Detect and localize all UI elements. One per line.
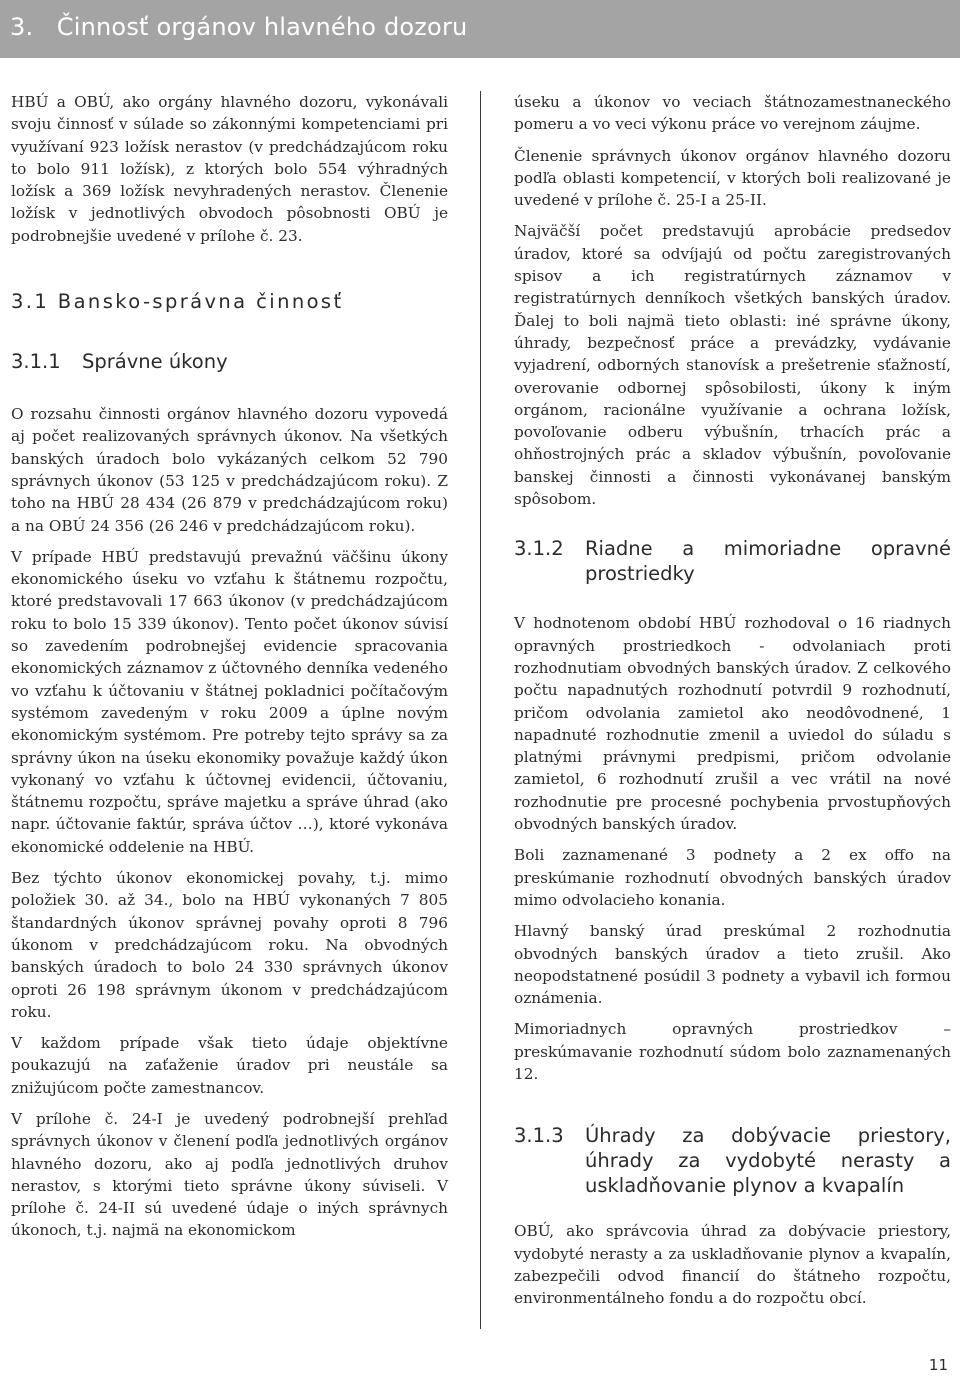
subsection-title: Správne úkony (82, 350, 228, 374)
paragraph: Najväčší počet predstavujú aprobácie predsedov úradov, ktoré sa odvíjajú od počtu zaregistrovaných spisov a ich registratúrnych záznamov v registratúrnych denníkoch všetkých banských úradov. Ďalej to boli najmä tieto oblasti: iné správne úkony, úhrady, bezpečnosť práce a prevádzky, vydávanie vyjadrení, odborných stanovísk a prešetrenie sťažností, overovanie odbornej spôsobilosti, úkony k iným orgánom, racionálne využívanie a ochrana ložísk, povoľovanie odberu výbušnín, trhacích prác a ohňostrojných prác a skladov výbušnín, povoľovanie banskej činnosti a činnosti vykonávanej banským spôsobom. (514, 222, 951, 509)
chapter-header-bar (0, 0, 960, 58)
paragraph: V prílohe č. 24-I je uvedený podrobnejší prehľad správnych úkonov v členení podľa jednotlivých orgánov hlavného dozoru, ako aj podľa jednotlivých druhov nerastov, s ktorými tieto správne úkony súviseli. V prílohe č. 24-II sú uvedené údaje o iných správnych úkonoch, t.j. najmä na ekonomickom (11, 1109, 448, 1240)
paragraph: OBÚ, ako správcovia úhrad za dobývacie priestory, vydobyté nerasty a za uskladňovanie plynov a kvapalín, zabezpečili odvod financií do štátneho rozpočtu, environmentálneho fondu a do rozpočtu obcí. (514, 1222, 951, 1308)
right-column (514, 91, 951, 1318)
subsection-number: 3.1.3 (514, 1124, 564, 1148)
subsection-number: 3.1.1 (11, 350, 61, 374)
paragraph: Hlavný banský úrad preskúmal 2 rozhodnutia obvodných banských úradov a tieto zrušil. Ako neopodstatnené posúdil 3 podnety a vybavil ich formou oznámenia. (514, 922, 951, 1008)
subsection-title: Riadne a mimoriadne opravné prostriedky (585, 537, 951, 586)
subsection-number: 3.1.2 (514, 537, 564, 561)
paragraph: úseku a úkonov vo veciach štátnozamestnaneckého pomeru a vo veci výkonu práce vo verejnom záujme. (514, 93, 951, 134)
left-column (11, 91, 448, 1251)
paragraph: Mimoriadnych opravných prostriedkov – preskúmavanie rozhodnutí súdom bolo zaznamenaných 12. (514, 1020, 951, 1083)
intro-paragraph: HBÚ a OBÚ, ako orgány hlavného dozoru, vykonávali svoju činnosť v súlade so zákonnými kompetenciami pri využívaní 923 ložísk nerastov (v predchádzajúcom roku to bolo 911 ložísk), z ktorých bolo 554 výhradných ložísk a 369 ložísk nevyhradených nerastov. Členenie ložísk v jednotlivých obvodoch pôsobnosti OBÚ je podrobnejšie uvedené v prílohe č. 23. (11, 93, 448, 245)
paragraph: O rozsahu činnosti orgánov hlavného dozoru vypovedá aj počet realizovaných správnych úkonov. Na všetkých banských úradoch bolo vykázaných celkom 52 790 správnych úkonov (53 125 v predchádzajúcom roku). Z toho na HBÚ 28 434 (26 879 v predchádzajúcom roku) a na OBÚ 24 356 (26 246 v predchádzajúcom roku). (11, 405, 448, 535)
subsection-title: Úhrady za dobývacie priestory, úhrady za vydobyté nerasty a uskladňovanie plynov a kvapalín (585, 1124, 951, 1198)
paragraph: V prípade HBÚ predstavujú prevažnú väčšinu úkony ekonomického úseku vo vzťahu k štátnemu rozpočtu, ktoré predstavovali 17 663 úkonov (v predchádzajúcom roku to bolo 15 339 úkonov). Tento počet úkonov súvisí so zavedením podrobnejšej evidencie spracovania ekonomických záznamov z účtovného denníka vedeného vo vzťahu k účtovaniu v štátnej pokladnici počítačovým systémom zavedeným v roku 2009 a úplne novým ekonomickým systémom. Pre potreby tejto správy sa za správny úkon na úseku ekonomiky považuje každý úkon vykonaný vo vzťahu k účtovnej evidencii, účtovaniu, štátnemu rozpočtu, správe majetku a správe úhrad (ako napr. účtovanie faktúr, správa účtov …), ktoré vykonáva ekonomické oddelenie na HBÚ. (11, 547, 448, 856)
chapter-title: 3. Činnosť orgánov hlavného dozoru (10, 13, 468, 41)
column-divider (480, 91, 481, 1329)
paragraph: Členenie správnych úkonov orgánov hlavného dozoru podľa oblasti kompetencií, v ktorých boli realizované je uvedené v prílohe č. 25-I a 25-II. (514, 146, 951, 210)
subsection-heading-3-1-2 (514, 536, 951, 586)
section-heading-3-1: 3.1 Bansko-správna činnosť (11, 290, 344, 314)
paragraph: V každom prípade však tieto údaje objektívne poukazujú na zaťaženie úradov pri neustále sa znižujúcom počte zamestnancov. (11, 1034, 448, 1097)
paragraph: V hodnotenom období HBÚ rozhodoval o 16 riadnych opravných prostriedkoch - odvolaniach proti rozhodnutiam obvodných banských úradov. Z celkového počtu napadnutých rozhodnutí potvrdil 9 rozhodnutí, pričom odvolania zamietol ako neodôvodnené, 1 napadnuté rozhodnutie zmenil a uviedol do súladu s platnými právnymi predpismi, pričom odvolanie zamietol, 6 rozhodnutí zrušil a vec vrátil na nové rozhodnutie pre procesné pochybenia prvostupňových obvodných banských úradov. (514, 614, 951, 834)
paragraph: Boli zaznamenané 3 podnety a 2 ex offo na preskúmanie rozhodnutí obvodných banských úradov mimo odvolacieho konania. (514, 846, 951, 909)
page-number: 11 (928, 1356, 948, 1374)
paragraph: Bez týchto úkonov ekonomickej povahy, t.j. mimo položiek 30. až 34., bolo na HBÚ vykonaných 7 805 štandardných úkonov správnej povahy oproti 8 796 úkonom v predchádzajúcom roku. Na obvodných banských úradoch to bolo 24 330 správnych úkonov oproti 26 198 správnym úkonom v predchádzajúcom roku. (11, 869, 448, 1021)
subsection-heading-3-1-3 (514, 1123, 951, 1198)
subsection-heading-3-1-1 (11, 349, 448, 374)
